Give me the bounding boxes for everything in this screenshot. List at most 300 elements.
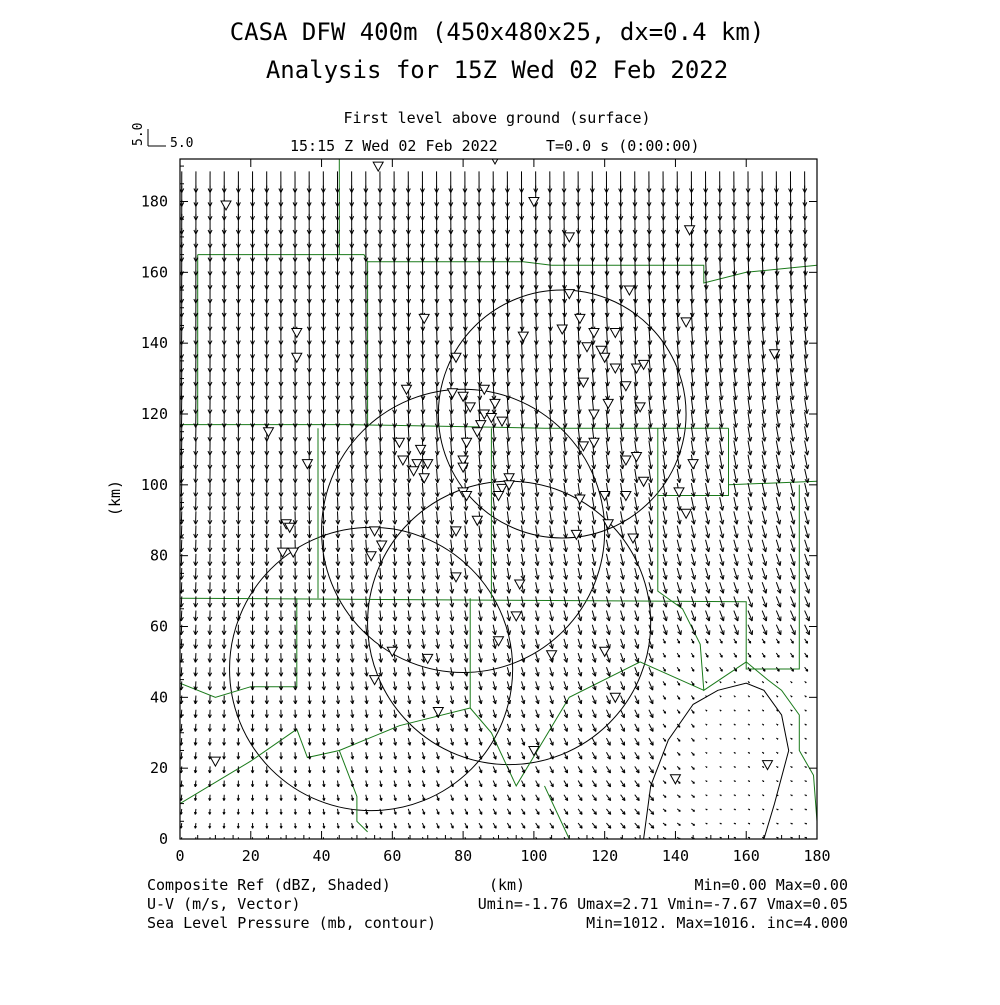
- wind-vector: [748, 412, 752, 427]
- wind-vector: [677, 412, 681, 427]
- wind-vector: [251, 497, 255, 510]
- wind-vector: [790, 809, 792, 810]
- wind-vector: [549, 483, 553, 497]
- wind-vector: [222, 398, 226, 414]
- station-marker: [448, 389, 458, 398]
- wind-vector: [621, 611, 625, 621]
- wind-vector: [578, 738, 582, 745]
- wind-vector: [407, 469, 411, 483]
- wind-vector: [521, 667, 525, 676]
- wind-vector: [805, 795, 807, 796]
- wind-vector: [421, 639, 425, 649]
- wind-vector: [578, 625, 582, 635]
- wind-vector: [535, 625, 539, 635]
- wind-vector: [422, 781, 424, 787]
- wind-vector: [748, 625, 753, 635]
- wind-vector: [265, 738, 268, 745]
- wind-vector: [606, 568, 610, 579]
- wind-vector: [237, 681, 240, 690]
- station-marker: [419, 314, 429, 323]
- wind-vector: [790, 540, 795, 552]
- wind-vector: [564, 795, 568, 801]
- wind-vector: [350, 681, 353, 690]
- wind-vector: [734, 582, 738, 593]
- wind-vector: [421, 554, 425, 566]
- wind-vector: [336, 412, 340, 427]
- wind-vector: [762, 710, 764, 711]
- wind-vector: [379, 611, 383, 621]
- wind-vector: [265, 171, 269, 192]
- wind-vector: [762, 823, 764, 824]
- wind-vector: [378, 455, 382, 469]
- wind-vector: [493, 823, 496, 828]
- wind-vector: [394, 795, 396, 801]
- station-marker: [529, 198, 539, 207]
- wind-vector: [522, 738, 525, 745]
- wind-vector: [507, 667, 511, 676]
- wind-vector: [648, 455, 652, 469]
- wind-vector: [621, 696, 625, 704]
- wind-vector: [407, 611, 411, 621]
- wind-vector: [790, 469, 794, 483]
- wind-vector: [307, 568, 311, 579]
- wind-vector: [635, 554, 639, 566]
- wind-vector: [706, 795, 708, 796]
- wind-vector: [663, 455, 667, 469]
- wind-vector: [677, 582, 681, 593]
- wind-vector: [251, 795, 253, 801]
- station-marker: [292, 353, 302, 362]
- wind-vector: [222, 469, 226, 483]
- wind-vector: [493, 795, 496, 801]
- wind-vector: [705, 455, 709, 469]
- wind-vector: [564, 653, 568, 662]
- wind-vector: [506, 441, 510, 456]
- wind-vector: [336, 667, 340, 676]
- wind-vector: [237, 752, 240, 759]
- wind-vector: [479, 766, 482, 773]
- wind-vector: [677, 781, 680, 784]
- wind-vector: [492, 582, 496, 593]
- wind-vector: [776, 455, 780, 469]
- y-axis-label: (km): [106, 480, 124, 516]
- wind-vector: [734, 497, 738, 510]
- wind-vector: [635, 781, 639, 787]
- wind-vector: [422, 681, 425, 690]
- wind-vector: [251, 724, 254, 732]
- wind-vector: [506, 426, 510, 441]
- wind-vector: [550, 809, 554, 815]
- wind-vector: [365, 766, 368, 773]
- wind-vector: [451, 823, 454, 828]
- wind-vector: [635, 696, 639, 704]
- wind-vector: [279, 455, 283, 469]
- wind-vector: [805, 426, 809, 441]
- wind-vector: [322, 469, 326, 483]
- wind-vector: [392, 171, 396, 192]
- wind-vector: [592, 611, 596, 621]
- wind-vector: [479, 823, 482, 828]
- wind-vector: [379, 511, 383, 524]
- wind-vector: [279, 568, 283, 579]
- wind-vector: [762, 540, 766, 552]
- wind-vector: [677, 809, 680, 811]
- wind-vector: [351, 696, 354, 704]
- wind-vector: [691, 653, 693, 657]
- wind-vector: [734, 426, 738, 441]
- wind-vector: [236, 596, 240, 607]
- wind-vector: [223, 738, 226, 745]
- wind-vector: [294, 710, 297, 718]
- wind-vector: [578, 681, 582, 690]
- wind-vector: [407, 426, 411, 441]
- wind-vector: [621, 639, 625, 649]
- wind-vector: [592, 596, 596, 607]
- wind-vector: [308, 795, 310, 801]
- wind-vector: [265, 639, 269, 649]
- wind-vector: [279, 483, 283, 497]
- wind-vector: [621, 766, 625, 773]
- wind-vector: [436, 611, 440, 621]
- wind-vector: [421, 625, 425, 635]
- wind-vector: [307, 426, 311, 441]
- wind-vector: [237, 837, 239, 842]
- wind-vector: [606, 611, 610, 621]
- wind-vector: [208, 568, 212, 579]
- wind-vector: [649, 554, 653, 566]
- wind-vector: [691, 611, 695, 621]
- wind-vector: [746, 171, 750, 192]
- wind-vector: [365, 724, 368, 732]
- wind-vector: [550, 766, 553, 773]
- wind-vector: [507, 540, 511, 552]
- wind-vector: [762, 526, 766, 538]
- wind-vector: [364, 483, 368, 497]
- wind-vector: [322, 384, 326, 400]
- wind-vector: [649, 696, 653, 704]
- wind-vector: [307, 554, 311, 566]
- wind-vector: [522, 752, 525, 759]
- wind-vector: [536, 724, 539, 732]
- station-marker: [479, 385, 489, 394]
- wind-vector: [748, 795, 750, 796]
- wind-vector: [265, 582, 269, 593]
- wind-vector: [307, 625, 311, 635]
- wind-vector: [208, 738, 211, 745]
- wind-vector: [492, 455, 496, 469]
- wind-vector: [450, 696, 453, 704]
- wind-vector: [663, 582, 667, 593]
- wind-vector: [776, 582, 781, 593]
- wind-vector: [578, 511, 582, 524]
- wind-vector: [450, 483, 454, 497]
- wind-vector: [492, 441, 496, 456]
- wind-vector: [478, 497, 482, 510]
- wind-vector: [762, 809, 764, 810]
- wind-vector: [308, 724, 311, 732]
- wind-vector: [308, 738, 311, 745]
- wind-vector: [308, 766, 311, 773]
- wind-vector: [436, 752, 439, 759]
- wind-vector: [236, 511, 240, 524]
- wind-vector: [577, 455, 581, 469]
- wind-vector: [520, 384, 524, 400]
- wind-vector: [535, 469, 539, 483]
- wind-vector: [578, 823, 582, 828]
- wind-vector: [251, 398, 255, 414]
- wind-vector: [734, 611, 738, 621]
- x-tick-label: 80: [454, 847, 472, 865]
- wind-vector: [251, 809, 253, 815]
- wind-vector: [790, 766, 792, 767]
- wind-vector: [322, 455, 326, 469]
- wind-vector: [350, 540, 354, 552]
- wind-vector: [279, 398, 283, 414]
- wind-vector: [720, 540, 724, 552]
- wind-vector: [208, 681, 211, 690]
- wind-vector: [762, 795, 764, 796]
- wind-vector: [592, 483, 596, 497]
- wind-vector: [706, 809, 708, 810]
- wind-vector: [748, 611, 753, 621]
- wind-vector: [748, 752, 750, 753]
- wind-vector: [691, 724, 694, 727]
- wind-vector: [435, 455, 439, 469]
- wind-vector: [265, 667, 269, 676]
- wind-vector: [422, 795, 424, 801]
- x-tick-label: 40: [313, 847, 331, 865]
- wind-vector: [790, 497, 794, 510]
- wind-vector: [762, 384, 766, 400]
- wind-vector: [621, 837, 626, 842]
- wind-vector: [408, 781, 410, 787]
- wind-vector: [364, 639, 368, 649]
- wind-vector: [407, 441, 411, 456]
- wind-vector: [450, 469, 454, 483]
- wind-vector: [536, 681, 539, 690]
- wind-vector: [422, 837, 424, 842]
- y-tick-label: 160: [141, 263, 168, 281]
- wind-vector: [620, 497, 624, 510]
- wind-vector: [222, 667, 226, 676]
- wind-vector: [464, 681, 467, 690]
- wind-vector: [563, 497, 567, 510]
- wind-vector: [194, 611, 198, 621]
- wind-vector: [422, 710, 425, 718]
- wind-vector: [734, 568, 738, 579]
- wind-vector: [649, 738, 653, 745]
- wind-vector: [805, 639, 808, 643]
- wind-vector: [436, 653, 440, 662]
- wind-vector: [194, 540, 198, 552]
- wind-vector: [436, 696, 439, 704]
- wind-vector: [649, 710, 653, 718]
- wind-vector: [479, 696, 482, 704]
- wind-vector: [279, 384, 283, 400]
- wind-vector: [251, 653, 255, 662]
- wind-vector: [535, 554, 539, 566]
- wind-vector: [677, 611, 681, 621]
- wind-vector: [380, 795, 382, 801]
- wind-vector: [563, 540, 567, 552]
- wind-vector: [535, 639, 539, 649]
- wind-vector: [294, 766, 297, 773]
- wind-vector: [478, 469, 482, 483]
- wind-vector: [649, 724, 653, 732]
- wind-vector: [720, 710, 721, 711]
- wind-vector: [733, 398, 737, 414]
- wind-vector: [408, 696, 411, 704]
- wind-vector: [492, 526, 496, 538]
- wind-vector: [506, 497, 510, 510]
- wind-vector: [280, 809, 282, 815]
- wind-vector: [266, 823, 268, 828]
- wind-vector: [493, 837, 496, 842]
- wind-vector: [620, 469, 624, 483]
- wind-vector: [635, 639, 639, 649]
- wind-vector: [734, 696, 735, 697]
- wind-vector: [222, 483, 226, 497]
- station-marker: [515, 580, 525, 589]
- wind-vector: [223, 823, 225, 828]
- wind-vector: [307, 171, 311, 192]
- wind-vector: [393, 611, 397, 621]
- wind-vector: [322, 738, 325, 745]
- wind-vector: [437, 795, 439, 801]
- wind-vector: [677, 398, 681, 414]
- wind-vector: [789, 171, 793, 192]
- wind-vector: [748, 554, 752, 566]
- wind-vector: [663, 738, 666, 741]
- wind-vector: [805, 455, 809, 469]
- wind-vector: [578, 568, 582, 579]
- wind-vector: [805, 823, 807, 824]
- wind-vector: [222, 710, 225, 718]
- wind-vector: [393, 497, 397, 510]
- wind-vector: [563, 441, 567, 456]
- wind-vector: [380, 809, 382, 815]
- wind-vector: [805, 582, 810, 593]
- wind-vector: [251, 681, 254, 690]
- wind-vector: [606, 441, 610, 456]
- wind-vector: [734, 455, 738, 469]
- wind-vector: [492, 497, 496, 510]
- wind-vector: [251, 696, 254, 704]
- wind-vector: [265, 526, 269, 538]
- wind-vector: [393, 511, 397, 524]
- wind-vector: [350, 596, 354, 607]
- wind-vector: [635, 710, 639, 718]
- wind-vector: [691, 469, 695, 483]
- wind-vector: [393, 625, 397, 635]
- station-marker: [292, 329, 302, 338]
- wind-vector: [790, 398, 794, 414]
- wind-vector: [577, 384, 581, 400]
- wind-vector: [307, 511, 311, 524]
- wind-vector: [734, 752, 736, 753]
- wind-vector: [450, 540, 454, 552]
- wind-vector: [223, 781, 225, 787]
- wind-vector: [407, 483, 411, 497]
- wind-vector: [663, 809, 666, 811]
- wind-vector: [279, 497, 283, 510]
- wind-vector: [677, 625, 681, 635]
- wind-vector: [548, 171, 552, 192]
- wind-vector: [535, 526, 539, 538]
- wind-vector: [450, 611, 454, 621]
- station-marker: [621, 382, 631, 391]
- wind-vector: [336, 426, 340, 441]
- wind-vector: [309, 837, 311, 842]
- wind-vector: [564, 696, 568, 704]
- county-line: [339, 751, 367, 832]
- wind-vector: [194, 795, 196, 801]
- wind-vector: [522, 766, 525, 773]
- wind-vector: [748, 568, 752, 579]
- wind-vector: [378, 441, 382, 456]
- wind-vector: [436, 596, 440, 607]
- wind-vector: [251, 511, 255, 524]
- wind-vector: [734, 483, 738, 497]
- wind-vector: [762, 412, 766, 427]
- reference-vector-label: 5.0: [170, 136, 193, 151]
- wind-vector: [350, 667, 354, 676]
- wind-vector: [394, 781, 396, 787]
- wind-vector: [606, 625, 610, 635]
- wind-vector: [393, 696, 396, 704]
- wind-vector: [507, 823, 510, 828]
- wind-vector: [621, 795, 625, 801]
- wind-vector: [194, 441, 198, 456]
- wind-vector: [606, 752, 610, 759]
- wind-vector: [522, 781, 525, 787]
- wind-vector: [322, 412, 326, 427]
- wind-vector: [691, 752, 694, 755]
- wind-vector: [662, 398, 666, 414]
- wind-vector: [564, 738, 567, 745]
- wind-vector: [379, 596, 383, 607]
- wind-vector: [394, 766, 397, 773]
- wind-vector: [776, 681, 778, 682]
- wind-vector: [237, 724, 240, 732]
- wind-vector: [790, 837, 792, 838]
- wind-vector: [535, 441, 539, 456]
- wind-vector: [380, 837, 382, 842]
- wind-vector: [564, 837, 568, 842]
- wind-vector: [222, 582, 226, 593]
- wind-vector: [776, 554, 781, 566]
- wind-vector: [649, 568, 653, 579]
- wind-vector: [322, 681, 325, 690]
- wind-vector: [606, 738, 610, 745]
- station-marker: [518, 332, 528, 341]
- wind-vector: [521, 653, 525, 662]
- wind-vector: [663, 497, 667, 510]
- wind-vector: [208, 582, 212, 593]
- wind-vector: [194, 426, 198, 441]
- wind-vector: [422, 738, 425, 745]
- wind-vector: [734, 724, 736, 725]
- wind-vector: [748, 724, 750, 725]
- wind-vector: [294, 696, 297, 704]
- wind-vector: [350, 639, 354, 649]
- wind-vector: [677, 766, 680, 769]
- wind-vector: [294, 809, 296, 815]
- wind-vector: [350, 426, 354, 441]
- wind-vector: [337, 766, 340, 773]
- wind-vector: [592, 511, 596, 524]
- wind-vector: [265, 596, 269, 607]
